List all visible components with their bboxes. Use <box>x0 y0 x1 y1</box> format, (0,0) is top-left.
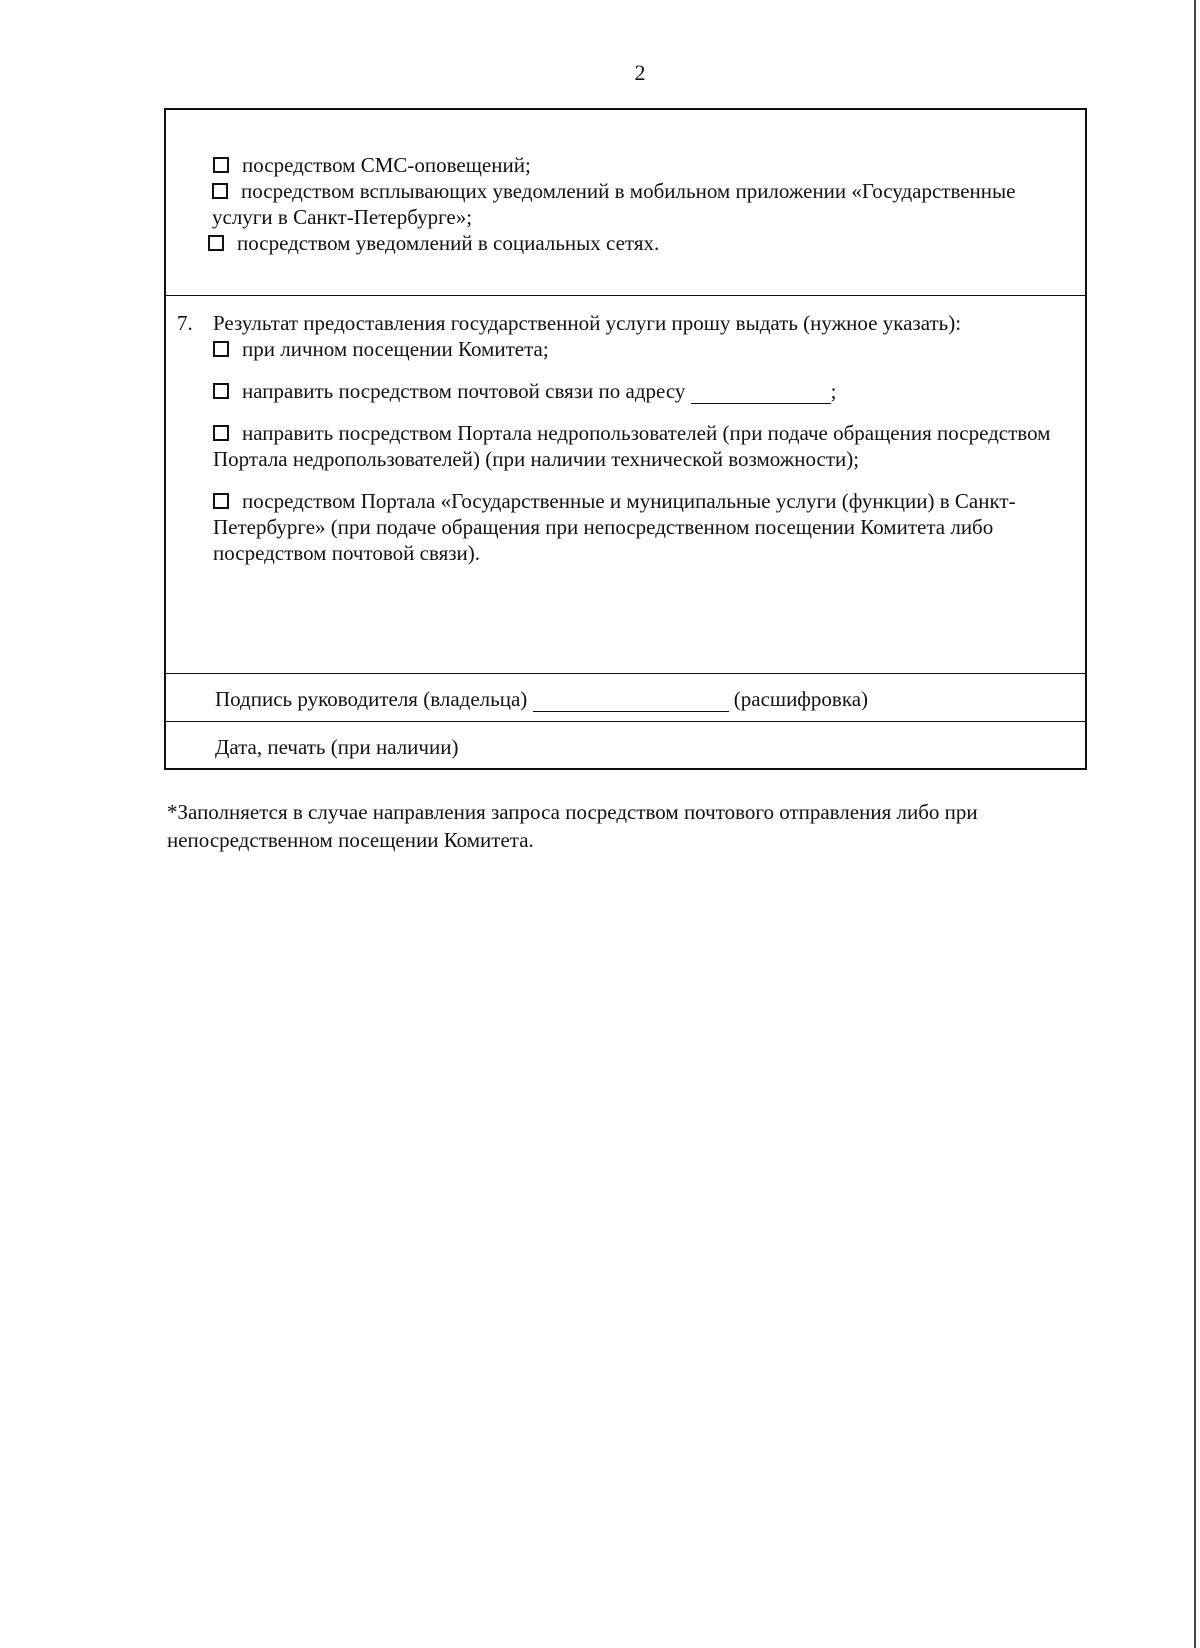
result-option-subsoil-portal-label: направить посредством Портала недропользователей (при подаче обращения посредством Портала недропользователей) (при наличии технической возможности); <box>213 421 1051 471</box>
signature-row <box>166 674 1085 722</box>
page-number: 2 <box>634 60 646 85</box>
result-option-post[interactable] <box>213 378 1065 404</box>
notify-option-social[interactable] <box>208 230 1065 256</box>
result-option-visit-label: при личном посещении Комитета; <box>242 337 549 361</box>
checkbox-subsoil-portal[interactable] <box>213 425 229 441</box>
signature-blank-line[interactable] <box>533 691 729 712</box>
notification-methods-section <box>166 110 1085 296</box>
notify-option-sms-label: посредством СМС-оповещений; <box>242 153 531 177</box>
result-option-gov-portal[interactable] <box>213 488 1065 566</box>
checkbox-sms[interactable] <box>213 157 229 173</box>
checkbox-visit[interactable] <box>213 341 229 357</box>
checkbox-push[interactable] <box>212 183 228 199</box>
result-delivery-section <box>166 296 1085 674</box>
application-form-table <box>164 108 1087 770</box>
notify-option-social-label: посредством уведомлений в социальных сетях. <box>237 231 660 255</box>
result-option-gov-portal-label: посредством Портала «Государственные и муниципальные услуги (функции) в Санкт-Петербурге» (при подаче обращения при непосредственном посещении Комитета либо посредством почтовой связи). <box>213 489 1016 565</box>
result-body <box>213 310 1065 566</box>
checkbox-post[interactable] <box>213 383 229 399</box>
checkbox-gov-portal[interactable] <box>213 493 229 509</box>
notify-option-push[interactable] <box>212 178 1065 230</box>
result-option-subsoil-portal[interactable] <box>213 420 1065 472</box>
address-suffix: ; <box>830 379 837 403</box>
item-number: 7. <box>177 311 193 335</box>
footnote: *Заполняется в случае направления запроса посредством почтового отправления либо при непосредственном посещении Комитета. <box>167 800 978 852</box>
result-option-post-label: направить посредством почтовой связи по адресу <box>242 379 686 403</box>
notify-option-push-label: посредством всплывающих уведомлений в мобильном приложении «Государственные услуги в Санкт-Петербурге»; <box>212 179 1016 229</box>
signature-label: Подпись руководителя (владельца) <box>215 687 528 711</box>
checkbox-social[interactable] <box>208 235 224 251</box>
signature-suffix: (расшифровка) <box>733 687 869 711</box>
date-stamp-row <box>166 722 1085 768</box>
address-blank-line[interactable] <box>691 383 831 404</box>
result-heading: Результат предоставления государственной услуги прошу выдать (нужное указать): <box>213 311 962 335</box>
date-stamp-label: Дата, печать (при наличии) <box>215 735 459 759</box>
scan-edge-line <box>1194 0 1196 1648</box>
notify-option-sms[interactable] <box>213 152 1065 178</box>
result-option-visit[interactable] <box>213 336 1065 362</box>
